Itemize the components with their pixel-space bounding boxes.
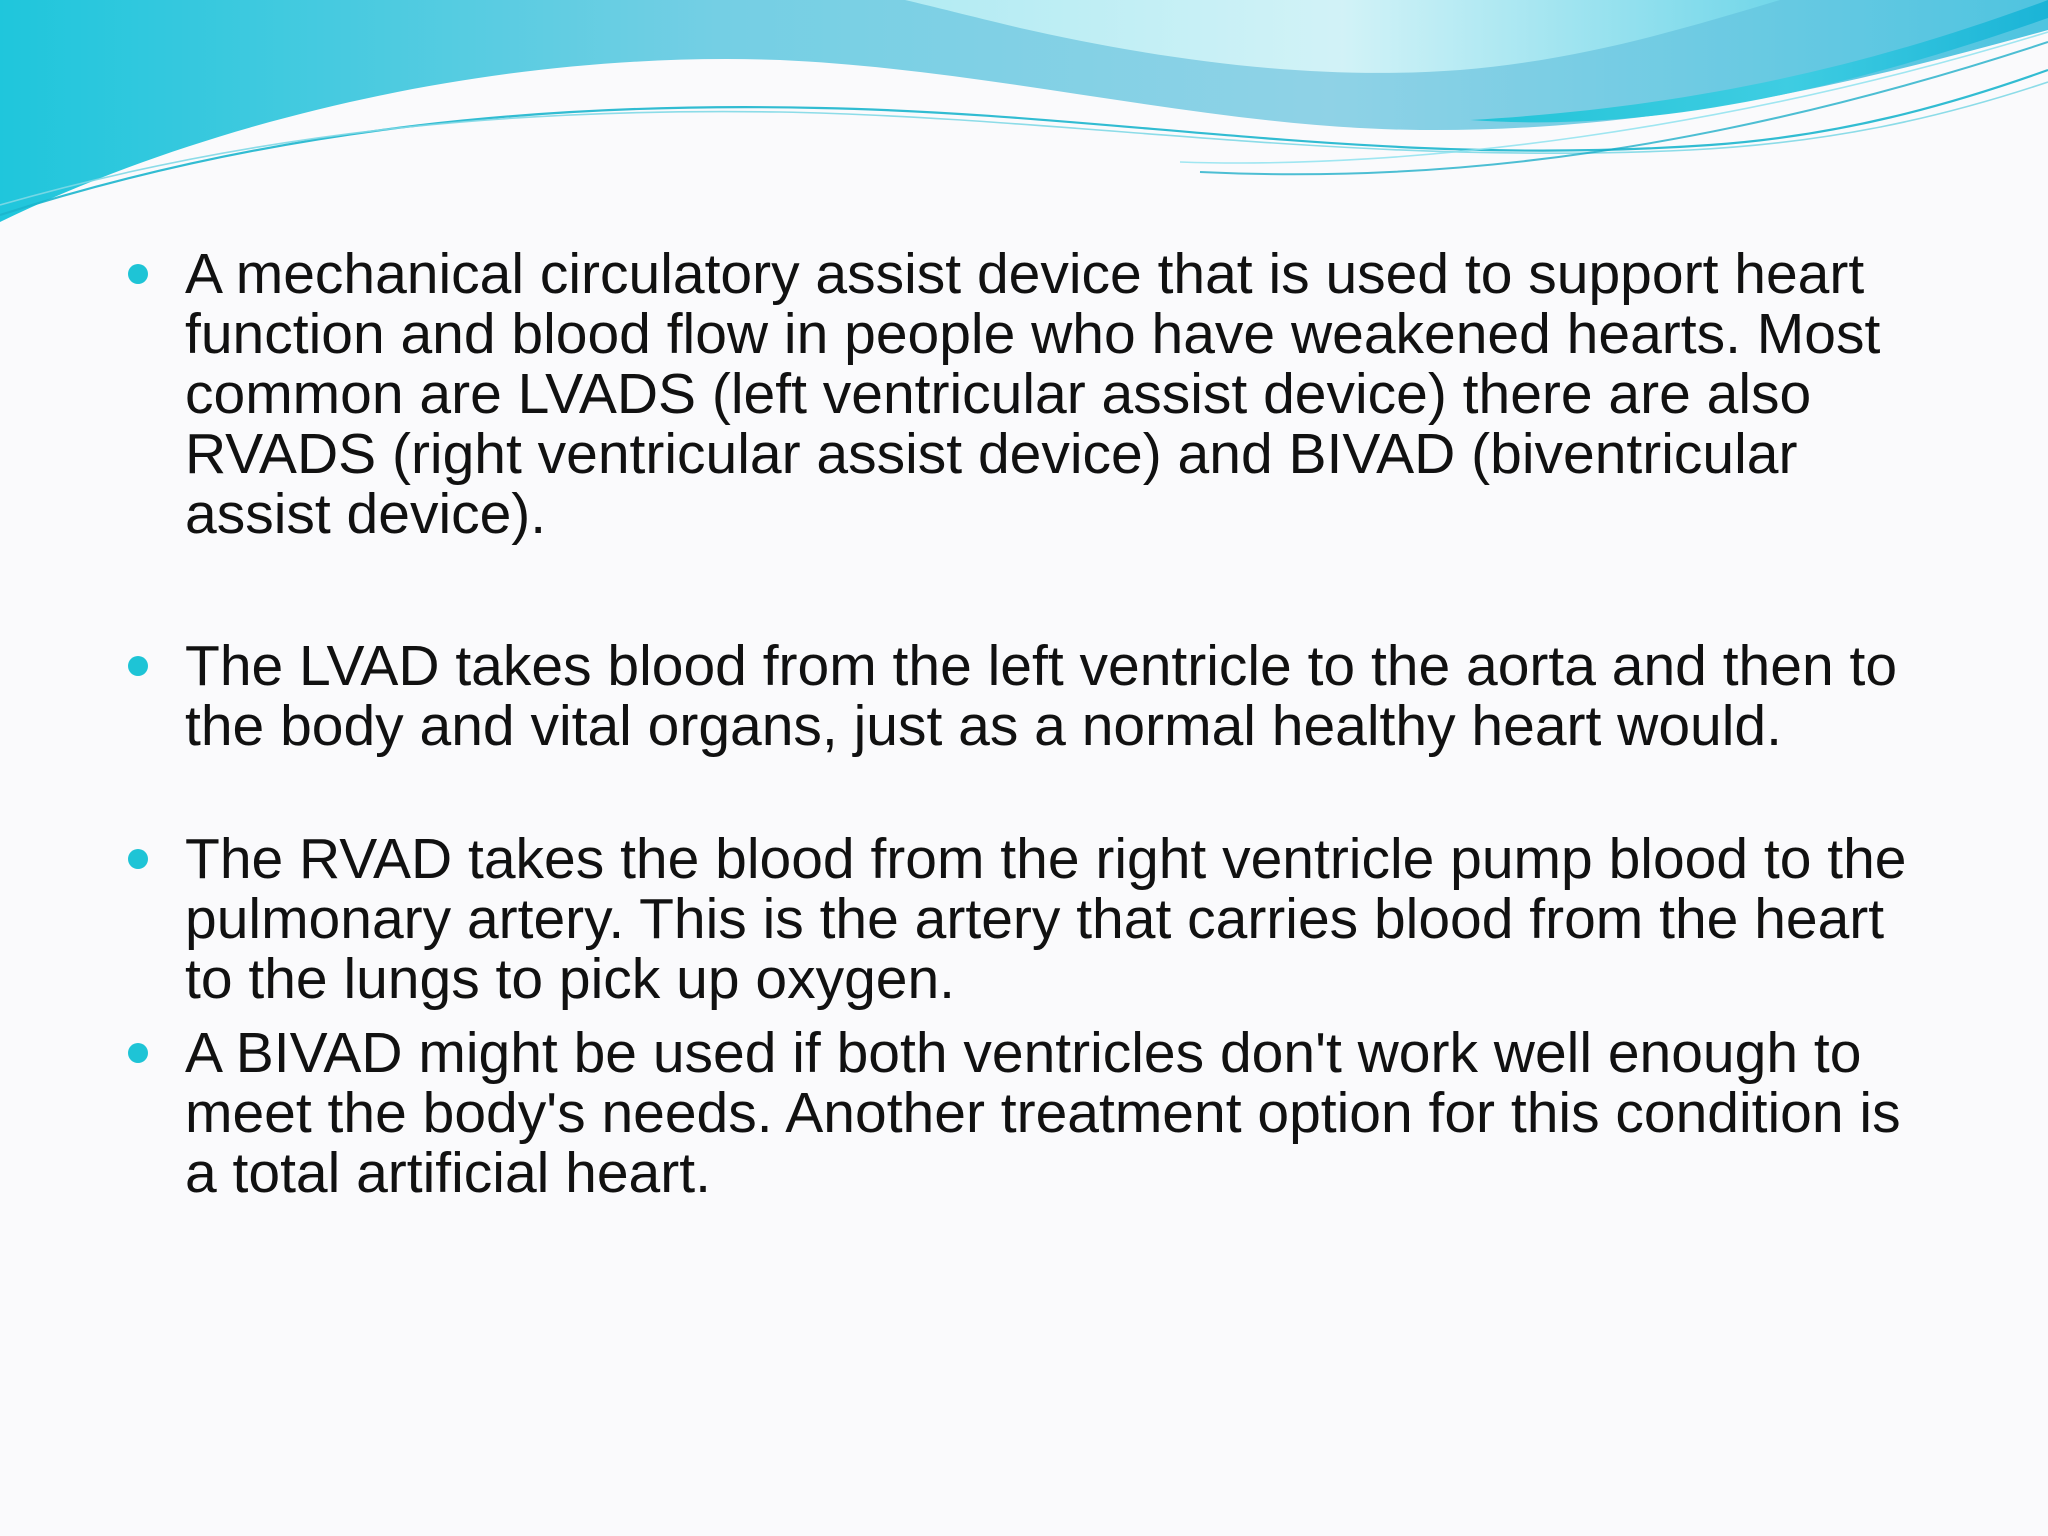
bullet-item-4 <box>185 1023 1945 1203</box>
bullet-text-1: A mechanical circulatory assist device that is used to support heart function and blood flow in people who have weakened hearts. Most common are LVADS (left ventricular assist device) there are also RVADS (right ventricular assist device) and BIVAD (biventricular assist device). <box>185 242 1881 546</box>
bullet-text-4: A BIVAD might be used if both ventricles don't work well enough to meet the body's needs. Another treatment option for this condition is a total artificial heart. <box>185 1021 1901 1205</box>
bullet-item-2 <box>185 636 1945 756</box>
bullet-text-3: The RVAD takes the blood from the right ventricle pump blood to the pulmonary artery. This is the artery that carries blood from the heart to the lungs to pick up oxygen. <box>185 827 1907 1011</box>
bullet-dot-icon <box>128 264 148 284</box>
bullet-dot-icon <box>128 1043 148 1063</box>
bullet-text-2: The LVAD takes blood from the left ventricle to the aorta and then to the body and vital organs, just as a normal healthy heart would. <box>185 634 1898 758</box>
bullet-dot-icon <box>128 656 148 676</box>
bullet-item-1 <box>185 244 1945 544</box>
bullet-item-3 <box>185 829 1945 1009</box>
bullet-dot-icon <box>128 849 148 869</box>
